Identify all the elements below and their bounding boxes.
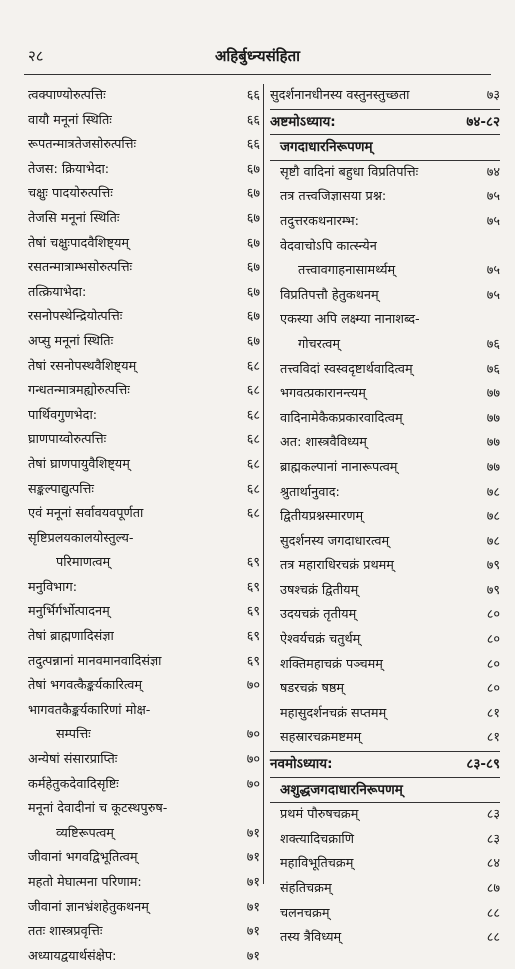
entry-title: महाविभूतिचक्रम् [280,856,354,872]
toc-entry [28,625,260,650]
entry-page-number: ६७ [246,210,260,226]
entry-title: तदुत्तरकथनारम्भ: [280,213,359,229]
entry-title: सृष्टिप्रलयकालयोस्तुल्य- [28,530,134,546]
entry-page-number: ६८ [246,481,260,497]
toc-entry [270,333,500,358]
entry-page-number: ६७ [246,333,260,349]
entry-title: सृष्टौ वादिनां बहुधा विप्रतिपत्तिः [280,164,419,180]
entry-title: चलनचक्रम् [280,905,330,921]
toc-entry [270,726,500,751]
toc-entry [270,407,500,432]
toc-entry [28,256,260,281]
entry-title: अध्यायद्वयार्थसंक्षेप: [28,948,117,964]
entry-page-number: ७० [246,752,260,768]
toc-entry [270,84,500,109]
entry-page-number: ६७ [246,260,260,276]
entry-title: भगवत्प्रकारानन्त्यम् [280,386,366,402]
entry-title: गन्धतन्मात्रमह्योरुत्पत्तिः [28,383,130,399]
entry-title: तत्त्वविदां स्वस्वदृष्टार्थवादित्वम् [280,361,413,377]
entry-title: पार्थिवगुणभेदा: [28,407,98,423]
entry-page-number: ८७ [486,881,500,896]
entry-page-number: ७८ [486,484,500,500]
entry-page-number: ६८ [246,407,260,423]
entry-page-number: ६९ [246,579,260,595]
toc-entry [270,702,500,727]
entry-page-number: ८८ [486,905,500,921]
toc-entry [28,920,260,945]
entry-title: मनुर्भिर्गर्भोत्पादनम् [28,604,110,620]
toc-entry [270,677,500,702]
toc-entry [28,674,260,699]
toc-entry [270,628,500,653]
entry-title: सहस्रारचक्रमष्टमम् [280,730,362,746]
entry-page-number: ६७ [246,284,260,300]
entry-page-number: ७५ [486,213,500,229]
entry-page-number: ८१ [486,730,500,746]
page-number: २८ [28,47,44,65]
entry-page-number: ६८ [246,506,260,522]
entry-title: उषश्चक्रं द्वितीयम् [280,582,359,598]
toc-entry [270,259,500,284]
entry-page-number: ७३ [486,88,500,103]
entry-title: संहतिचक्रम् [280,881,332,896]
toc-entry [28,699,260,724]
entry-title: रूपतन्मात्रतेजसोरुत्पत्तिः [28,137,137,153]
entry-page-number: ६६ [246,137,260,153]
section-heading: जगदाधारनिरूपणम् [280,139,373,156]
entry-title: चक्षुः पादयोरुत्पत्तिः [28,186,113,202]
entry-title: परिमाणत्वम् [56,555,111,571]
entry-title: तेषां ब्राह्मणादिसंज्ञा [28,629,114,645]
toc-entry [270,852,500,877]
toc-entry [28,379,260,404]
toc-entry [28,355,260,380]
toc-entry [28,822,260,847]
toc-entry [270,382,500,407]
entry-page-number: ७७ [486,435,500,451]
entry-title: तेषां रसनोपस्थवैशिष्ट्यम् [28,358,137,374]
entry-title: जीवानां भगवद्विभूतित्वम् [28,850,138,866]
toc-entry [28,945,260,969]
toc-entry [28,404,260,429]
section-heading: अशुद्धजगदाधारनिरूपणम् [280,781,403,798]
toc-entry [28,133,260,158]
entry-page-number: ७४-८२ [466,113,500,130]
entry-title: तेजसि मनूनां स्थितिः [28,210,120,226]
entry-page-number: ८० [486,632,500,648]
entry-title: षडरचक्रं षष्ठम् [280,681,345,697]
column-divider [263,84,264,884]
toc-entry [28,428,260,453]
entry-title: सङ्कल्पाद्युत्पत्तिः [28,481,94,497]
entry-title: मनूनां देवादीनां च कूटस्थपुरुष- [28,801,168,817]
entry-page-number: ७४ [486,164,500,180]
toc-entry [28,576,260,601]
entry-title: व्यष्टिरूपत्वम् [56,825,114,841]
entry-title: वायौ मनूनां स्थितिः [28,112,112,128]
toc-entry [28,502,260,527]
entry-page-number: ७७ [486,410,500,426]
toc-entry [28,748,260,773]
entry-title: तत्र तत्त्वजिज्ञासया प्रश्न: [280,189,387,205]
toc-left-column [28,84,260,969]
entry-title: सुदर्शनानधीनस्य वस्तुनस्तुच्छता [270,88,410,103]
toc-entry [28,232,260,257]
entry-title: तेषां चक्षुःपादवैशिष्ट्यम् [28,235,130,251]
entry-page-number: ७१ [246,899,260,915]
entry-title: गोचरत्वम् [298,336,341,352]
entry-page-number: ६७ [246,235,260,251]
entry-title: त्वक्पाण्योरुत्पत्तिः [28,88,106,103]
entry-title: विप्रतिपत्तौ हेतुकथनम् [280,287,379,303]
toc-entry [28,182,260,207]
entry-page-number: ७५ [486,189,500,205]
entry-page-number: ६९ [246,629,260,645]
entry-title: श्रुतार्थानुवाद: [280,484,340,500]
toc-entry [270,135,500,161]
entry-page-number: ८४ [486,856,500,872]
entry-page-number: ७५ [486,263,500,279]
entry-page-number: ६७ [246,309,260,325]
toc-entry [270,505,500,530]
entry-title: तत्क्रियाभेदा: [28,284,87,300]
toc-entry [28,896,260,921]
entry-page-number: ८० [486,656,500,672]
toc-entry [270,877,500,902]
entry-page-number: ६८ [246,432,260,448]
toc-entry [270,530,500,555]
toc-entry [28,527,260,552]
toc-entry [28,600,260,625]
entry-page-number: ८८ [486,930,500,946]
entry-title: अत: शास्त्रवैविध्यम् [280,435,367,451]
entry-page-number: ८० [486,607,500,623]
toc-entry [270,554,500,579]
toc-entry [270,751,500,778]
entry-title: शक्त्यादिचक्राणि [280,831,354,847]
entry-title: तस्य त्रैविध्यम् [280,930,342,946]
toc-entry [270,481,500,506]
entry-page-number: ७८ [486,533,500,549]
entry-title: जीवानां ज्ञानभ्रंशहेतुकथनम् [28,899,149,915]
entry-title: एकस्या अपि लक्ष्म्या नानाशब्द- [280,312,420,328]
entry-page-number: ७५ [486,287,500,303]
entry-title: तदुत्पन्नानां मानवमानवादिसंज्ञा [28,653,162,669]
toc-entry [270,308,500,333]
entry-page-number: ७० [246,727,260,743]
entry-title: तेजस: क्रियाभेदा: [28,161,110,177]
toc-entry [28,478,260,503]
entry-title: अन्येषां संसारप्राप्तिः [28,752,118,768]
toc-entry [270,603,500,628]
entry-title: ब्राह्मकल्पानां नानारूपत्वम् [280,459,398,475]
toc-entry [28,207,260,232]
entry-title: रसनोपस्थेन्द्रियोत्पत्तिः [28,309,123,325]
entry-page-number: ७१ [246,850,260,866]
entry-page-number: ८१ [486,705,500,721]
entry-page-number: ७६ [486,361,500,377]
toc-entry [270,456,500,481]
toc-entry [270,902,500,927]
entry-title: वादिनामेकैकप्रकारवादित्वम् [280,410,403,426]
entry-title: ऐश्वर्यचक्रं चतुर्थम् [280,632,361,648]
toc-entry [28,109,260,134]
toc-entry [28,773,260,798]
entry-title: द्वितीयप्रश्नस्मारणम् [280,509,364,525]
toc-entry [28,281,260,306]
entry-title: मनुविभाग: [28,579,78,595]
entry-page-number: ७० [246,678,260,694]
entry-page-number: ७१ [246,825,260,841]
entry-title: अप्सु मनूनां स्थितिः [28,333,114,349]
toc-entry [28,158,260,183]
entry-page-number: ६६ [246,112,260,128]
toc-entry [28,305,260,330]
entry-page-number: ७७ [486,459,500,475]
toc-entry [270,778,500,804]
toc-entry [28,551,260,576]
entry-page-number: ७० [246,776,260,792]
toc-right-column [270,84,500,951]
entry-title: सुदर्शनस्य जगदाधारत्वम् [280,533,390,549]
chapter-heading: अष्टमोऽध्याय: [270,113,336,130]
toc-entry [28,846,260,871]
chapter-heading: नवमोऽध्याय: [270,756,333,773]
toc-entry [270,185,500,210]
entry-page-number: ६८ [246,383,260,399]
entry-title: घ्राणपाय्वोरुत्पत्तिः [28,432,107,448]
entry-title: भागवतकैङ्कर्यकारिणां मोक्ष- [28,702,151,718]
entry-page-number: ७१ [246,875,260,890]
toc-entry [270,235,500,260]
entry-title: महासुदर्शनचक्रं सप्तमम् [280,705,387,721]
toc-entry [28,650,260,675]
entry-page-number: ७८ [486,509,500,525]
entry-page-number: ८३ [486,807,500,823]
entry-title: रसतन्मात्राम्भसोरुत्पत्तिः [28,260,133,276]
toc-entry [270,109,500,136]
toc-entry [270,828,500,853]
entry-page-number: ६६ [246,88,260,103]
entry-page-number: ७७ [486,386,500,402]
entry-page-number: ७१ [246,948,260,964]
entry-title: ततः शास्त्रप्रवृत्तिः [28,924,103,940]
entry-title: कर्महेतुकदेवादिसृष्टिः [28,776,119,792]
toc-entry [270,926,500,951]
entry-title: प्रथमं पौरुषचक्रम् [280,807,359,823]
toc-entry [270,358,500,383]
entry-title: सम्पत्तिः [56,727,91,743]
entry-page-number: ६७ [246,186,260,202]
entry-page-number: ७६ [486,336,500,352]
entry-page-number: ७९ [486,558,500,574]
toc-entry [28,871,260,896]
entry-title: तत्र महाराधिरचक्रं प्रथमम् [280,558,394,574]
entry-title: उदयचक्रं तृतीयम् [280,607,357,623]
toc-entry [28,723,260,748]
header-rule [24,74,491,75]
entry-page-number: ६९ [246,555,260,571]
entry-page-number: ८० [486,681,500,697]
entry-title: तेषां भगवत्कैङ्कर्यकारित्वम् [28,678,143,694]
entry-title: शक्तिमहाचक्रं पञ्चमम् [280,656,383,672]
entry-page-number: ८३-८९ [466,756,500,773]
toc-entry [28,453,260,478]
toc-entry [270,803,500,828]
toc-entry [28,330,260,355]
toc-entry [270,653,500,678]
entry-title: तेषां घ्राणपायुवैशिष्ट्यम् [28,456,130,472]
entry-page-number: ६८ [246,456,260,472]
toc-entry [28,797,260,822]
entry-page-number: ७९ [486,582,500,598]
running-title: अहिर्बुध्न्यसंहिता [214,47,301,65]
entry-page-number: ६७ [246,161,260,177]
entry-page-number: ६९ [246,653,260,669]
entry-title: महतो मेघात्मना परिणाम: [28,875,142,890]
toc-entry [270,579,500,604]
entry-title: वेदवाचोऽपि कात्स्न्येन [280,238,377,254]
entry-page-number: ७१ [246,924,260,940]
toc-entry [270,431,500,456]
entry-title: एवं मनूनां सर्वावयवपूर्णता [28,506,144,522]
entry-title: तत्त्वावगाहनासामर्थ्यम् [298,263,396,279]
toc-entry [270,210,500,235]
toc-entry [270,161,500,186]
toc-entry [28,84,260,109]
entry-page-number: ६९ [246,604,260,620]
entry-page-number: ६८ [246,358,260,374]
entry-page-number: ८३ [486,831,500,847]
toc-entry [270,284,500,309]
